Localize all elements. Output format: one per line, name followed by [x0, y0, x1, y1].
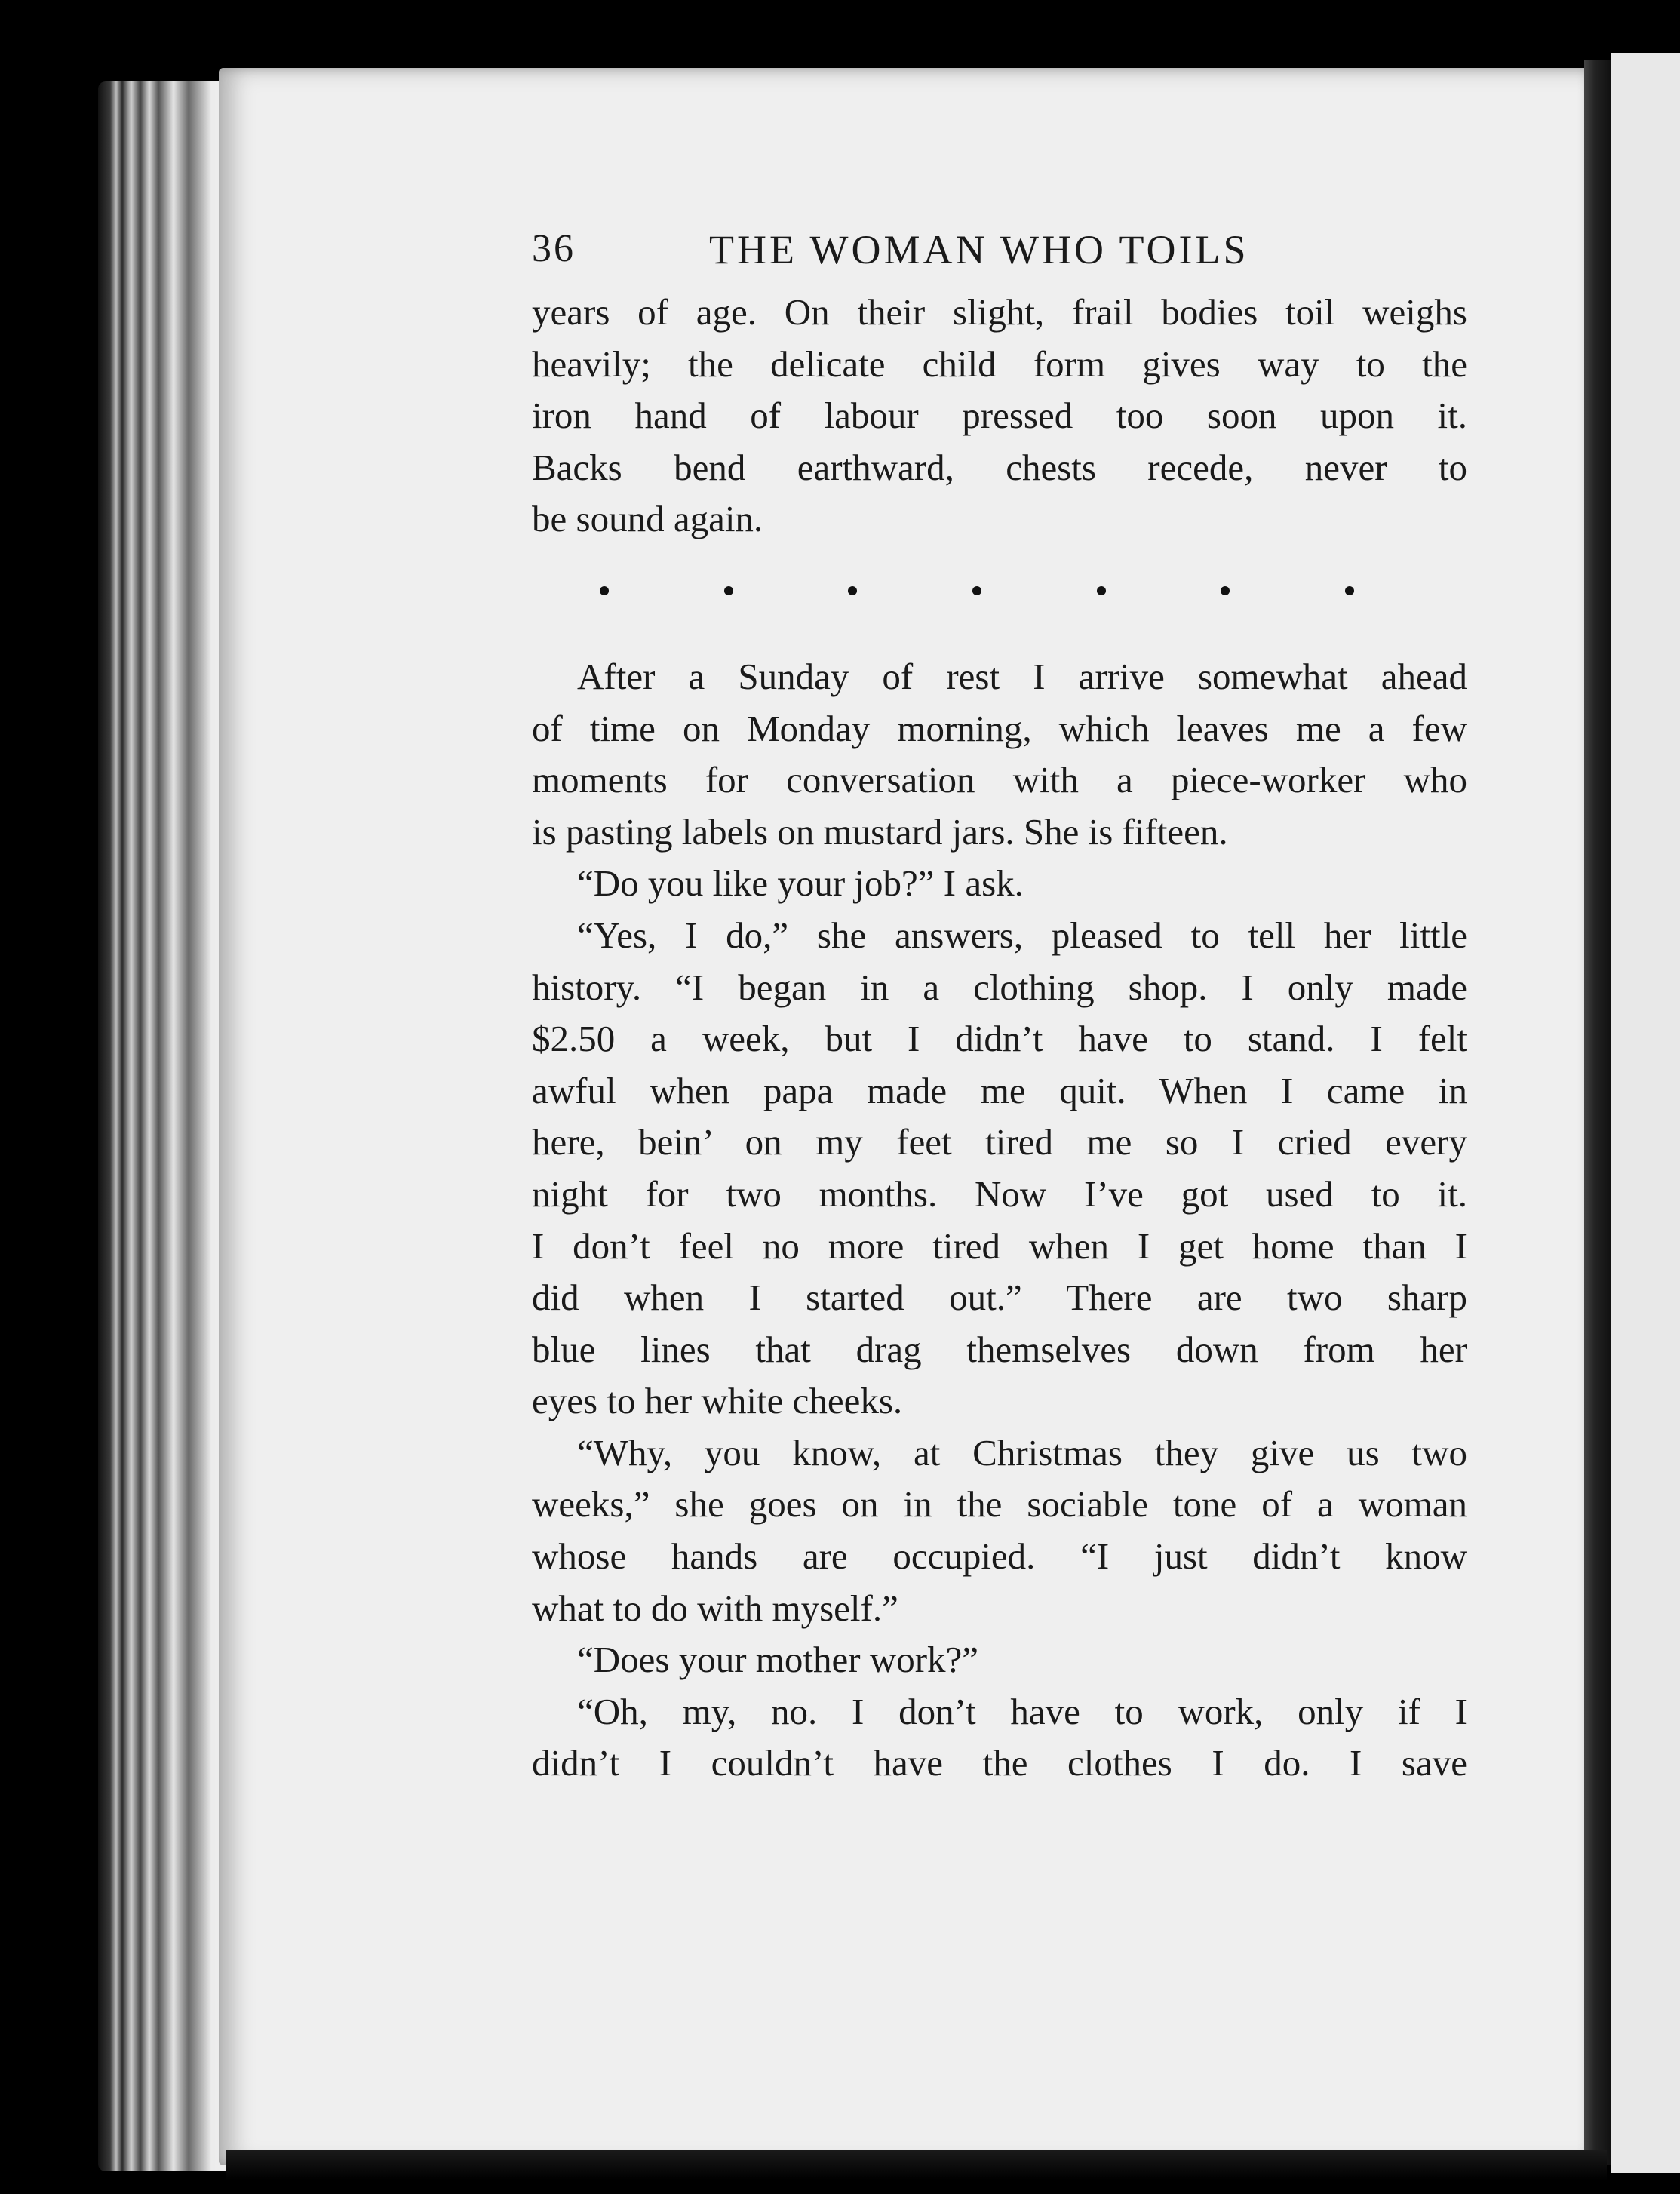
paragraph — [532, 1686, 1467, 1790]
section-dot — [972, 586, 981, 595]
paragraph — [532, 1634, 1467, 1686]
text-line: whose hands are occupied. “I just didn’t know — [532, 1535, 1467, 1578]
text-line: “Do you like your job?” I ask. — [577, 862, 1024, 905]
paragraph — [532, 910, 1467, 1427]
text-line: be sound again. — [532, 498, 763, 540]
text-line: years of age. On their slight, frail bodies toil weighs — [532, 291, 1467, 333]
text-line: weeks,” she goes on in the sociable tone of a woman — [532, 1483, 1467, 1526]
book-gutter-right — [1584, 60, 1611, 2165]
paragraph — [532, 651, 1467, 858]
section-dot — [1221, 586, 1230, 595]
text-line: I don’t feel no more tired when I get home than I — [532, 1225, 1467, 1267]
text-line: didn’t I couldn’t have the clothes I do. I save — [532, 1742, 1467, 1784]
paragraph — [532, 1427, 1467, 1634]
section-dot — [1097, 586, 1106, 595]
text-line: heavily; the delicate child form gives way to the — [532, 343, 1467, 385]
running-title: THE WOMAN WHO TOILS — [709, 227, 1249, 272]
section-break-dots — [600, 576, 1354, 606]
section-dot — [600, 586, 609, 595]
facing-page-edge — [1611, 53, 1680, 2173]
text-line: “Does your mother work?” — [577, 1639, 979, 1681]
text-line: moments for conversation with a piece-worker who — [532, 759, 1467, 801]
section-dot — [1345, 586, 1354, 595]
text-line: what to do with myself.” — [532, 1587, 898, 1629]
text-line: blue lines that drag themselves down from her — [532, 1328, 1467, 1370]
text-line: “Oh, my, no. I don’t have to work, only if I — [577, 1690, 1467, 1732]
page-number: 36 — [532, 227, 576, 270]
text-line: $2.50 a week, but I didn’t have to stand. I felt — [532, 1018, 1467, 1060]
text-line: is pasting labels on mustard jars. She is fifteen. — [532, 810, 1228, 853]
text-line: “Why, you know, at Christmas they give us two — [577, 1431, 1467, 1473]
text-line: eyes to her white cheeks. — [532, 1380, 903, 1422]
text-line: After a Sunday of rest I arrive somewhat ahead — [577, 655, 1467, 697]
text-line: Backs bend earthward, chests recede, never to — [532, 446, 1467, 488]
text-line: “Yes, I do,” she answers, pleased to tell her little — [577, 914, 1467, 956]
text-line: did when I started out.” There are two sharp — [532, 1277, 1467, 1319]
paragraph — [532, 287, 1467, 545]
text-line: iron hand of labour pressed too soon upon it. — [532, 395, 1467, 437]
text-line: history. “I began in a clothing shop. I only made — [532, 966, 1467, 1008]
section-dot — [848, 586, 857, 595]
text-line: awful when papa made me quit. When I came in — [532, 1069, 1467, 1111]
section-dot — [724, 586, 733, 595]
book-bottom-edge — [226, 2150, 1607, 2180]
text-line: of time on Monday morning, which leaves me a few — [532, 707, 1467, 749]
paragraph — [532, 858, 1467, 910]
page-text-block — [532, 219, 1467, 1790]
text-line: here, bein’ on my feet tired me so I cried every — [532, 1121, 1467, 1163]
running-head — [532, 219, 1467, 287]
text-line: night for two months. Now I’ve got used to it. — [532, 1172, 1467, 1215]
